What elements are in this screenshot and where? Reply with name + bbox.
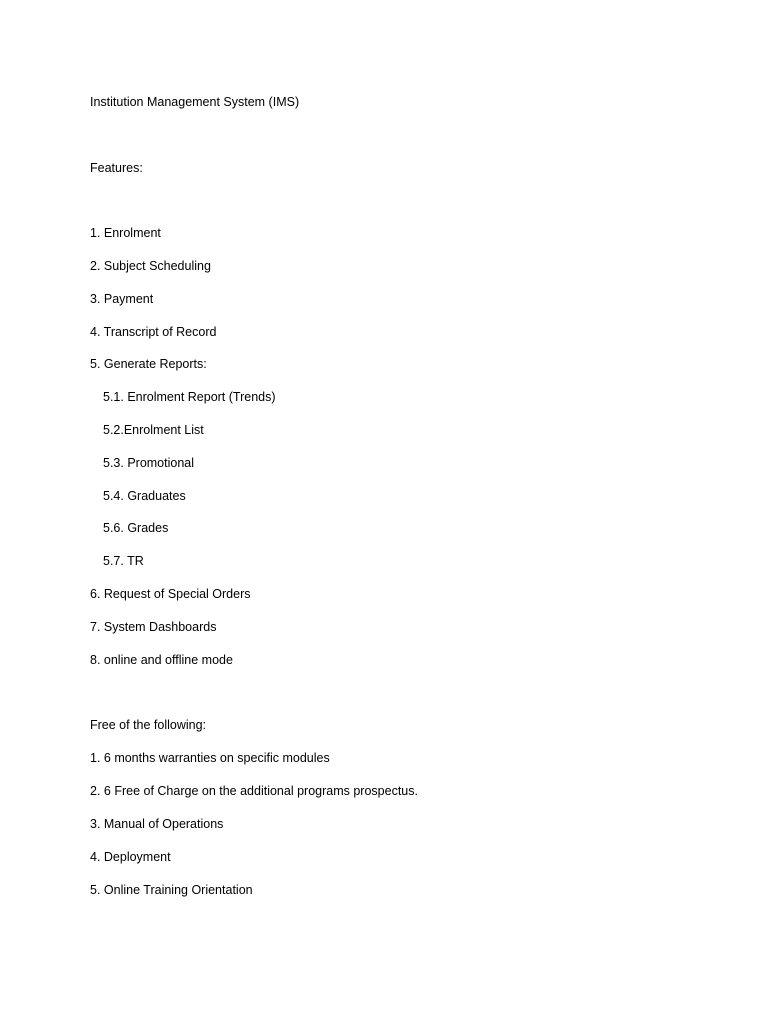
report-item: 5.3. Promotional [103,456,195,470]
report-item: 5.7. TR [103,554,144,568]
document-title: Institution Management System (IMS) [90,95,300,109]
feature-item: 1. Enrolment [90,226,161,240]
feature-item: 8. online and offline mode [90,653,233,667]
report-item: 5.6. Grades [103,521,169,535]
free-item: 5. Online Training Orientation [90,883,253,897]
report-item: 5.1. Enrolment Report (Trends) [103,390,276,404]
free-heading: Free of the following: [90,718,207,732]
feature-item: 6. Request of Special Orders [90,587,251,601]
free-item: 3. Manual of Operations [90,817,224,831]
free-item: 1. 6 months warranties on specific modules [90,751,330,765]
feature-item: 2. Subject Scheduling [90,259,211,273]
feature-item: 7. System Dashboards [90,620,217,634]
report-item: 5.4. Graduates [103,489,186,503]
feature-item: 3. Payment [90,292,154,306]
feature-item: 4. Transcript of Record [90,325,217,339]
features-heading: Features: [90,161,143,175]
report-item: 5.2.Enrolment List [103,423,204,437]
free-item: 4. Deployment [90,850,171,864]
feature-item: 5. Generate Reports: [90,357,207,371]
free-item: 2. 6 Free of Charge on the additional programs prospectus. [90,784,418,798]
